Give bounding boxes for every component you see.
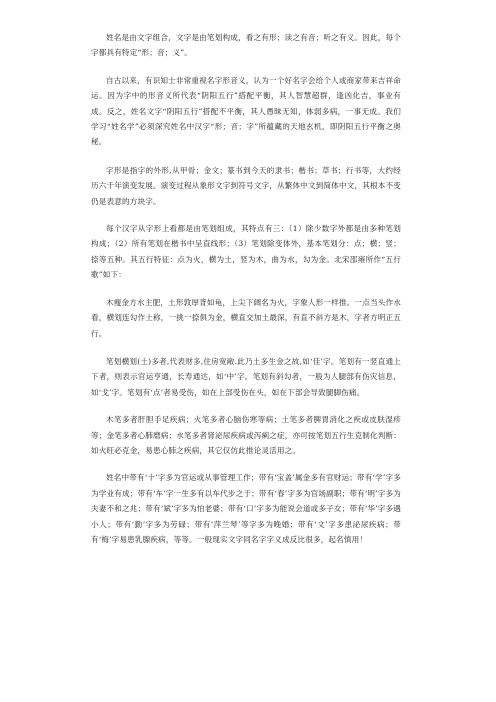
paragraph-five-elements-song: 木瘦金方水主肥，土形敦厚背如龟，上尖下阔名为火，字象人形一样推。一点当头作水看，横划连勾作土称，一挑一捺俱为金，横直交加土最深，有直不斜方是木，字者方明正五行。 [91, 297, 401, 338]
paragraph-name-characters: 姓名中带有‘十’字多为官运或从事管理工作；带有‘宝盖’属金多有官财运；带有‘学’字多为学业有成；带有‘车’字一生多有以车代步之于；带有‘春’字多为官场副职；带有‘明’字多为夫妻不和之兆；带有‘斌’字多为怕老婆；带有‘口’字多为能说会道或多子女；带有‘华’字多遇小人；带有‘勤’字多为劳碌；带有‘萍兰琴’等字多为晚婚；带有‘文’字多患泌尿疾病；带有‘梅’字易患乳腺疾病，等等。一般现实文字同名字字义成反比很多，起名慎用！ [91, 473, 401, 544]
paragraph-illness: 木笔多者肝胆手足疾病；火笔多者心脑伤寒等病；土笔多者脾胃消化之疾或皮肤湿疹等；金笔多者心肺磨病；水笔多者肾泌尿疾病或泻痢之症，亦可按笔划五行生克制化判断：如火旺必克金，易患心肺之疾病，其它仅仿此推论灵活用之。 [91, 415, 401, 455]
paragraph-intro: 姓名是由文字组合，文字是由笔划构成，看之有形；读之有音；听之有义。因此，每个字都具有特定“形；音；义”。 [91, 33, 401, 58]
paragraph-character-form: 字形是指字的外形,从甲骨；金文；篆书到今天的隶书；楷书；草书；行书等，大约经历六千年演变发展。演变过程从象形文字到符号文字，从繁体中文到简体中文，其根本不变仍是表意的方块字。 [91, 165, 401, 206]
document-body [91, 30, 401, 547]
paragraph-strokes: 每个汉字从字形上看都是由笔划组成，其特点有三：（1）除少数字外都是由多种笔划构成；（2）所有笔划在楷书中呈直线形；（3）笔划除变体外，基本笔划分：点；横；竖；捺等五种。其五行特征：点为火，横为土，竖为木，曲为水，勾为金。北宋邵雍所作“五行歌”如下： [91, 224, 401, 280]
paragraph-stroke-meanings: 笔划横划(土)多者,代表财多,住房宽敞.此乃土多生金之故,如‘佳’字。笔划有一竖直通上下者，则表示官运亨通，长寿通达，如‘中’字。笔划有斜勾者，一般为人腿部有伤灾信息，如‘戈’字。笔划有‘点’者易受伤，如在上部受伤在头，如在下部会导致腿脚伤痛。 [91, 356, 401, 397]
paragraph-importance: 自古以来，有识知士非常重视名字形音义，认为一个好名字会给个人或商家带来吉祥命运。因为字中的形音义所代表“阴阳五行”搭配平衡，其人智慧超群，逢凶化吉，事业有成。反之，姓名文字“阴阳五行”搭配不平衡，其人愚昧无知，体弱多病，一事无成。我们学习“姓名学”必须深究姓名中汉字“形；音；字”所蕴藏的天地玄机，即阴阳五行平衡之奥秘。 [91, 75, 401, 147]
